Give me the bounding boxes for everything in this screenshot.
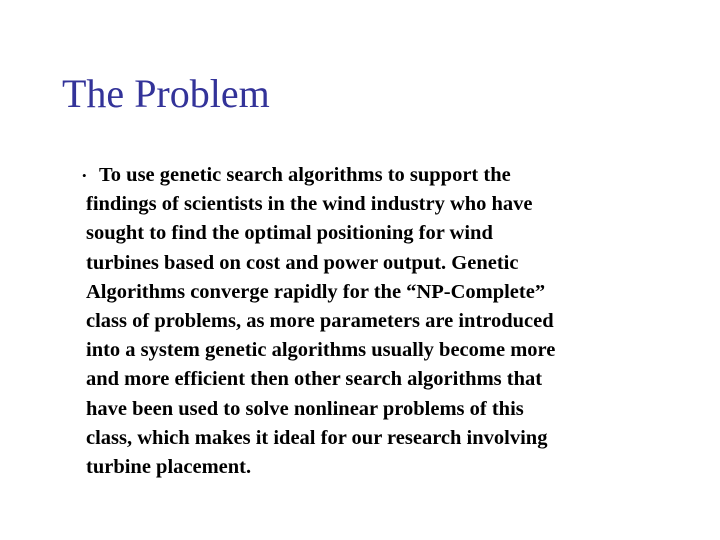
bullet-line: and more efficient then other search algorithms that — [86, 368, 543, 391]
bullet-paragraph — [82, 161, 646, 482]
bullet-line: have been used to solve nonlinear problems of this — [86, 397, 524, 420]
bullet-line: turbines based on cost and power output. Genetic — [86, 251, 519, 274]
bullet-line: findings of scientists in the wind industry who have — [86, 193, 533, 216]
bullet-line: sought to find the optimal positioning for wind — [86, 222, 493, 245]
bullet-line: class of problems, as more parameters are introduced — [86, 310, 554, 333]
bullet-line: Algorithms converge rapidly for the “NP-Complete” — [86, 280, 546, 303]
bullet-marker: • — [82, 168, 87, 183]
bullet-line: into a system genetic algorithms usually become more — [86, 339, 556, 362]
slide-title: The Problem — [62, 71, 270, 116]
bullet-line: class, which makes it ideal for our research involving — [86, 426, 548, 449]
bullet-line: turbine placement. — [86, 456, 252, 479]
bullet-line: To use genetic search algorithms to support the — [99, 164, 511, 186]
